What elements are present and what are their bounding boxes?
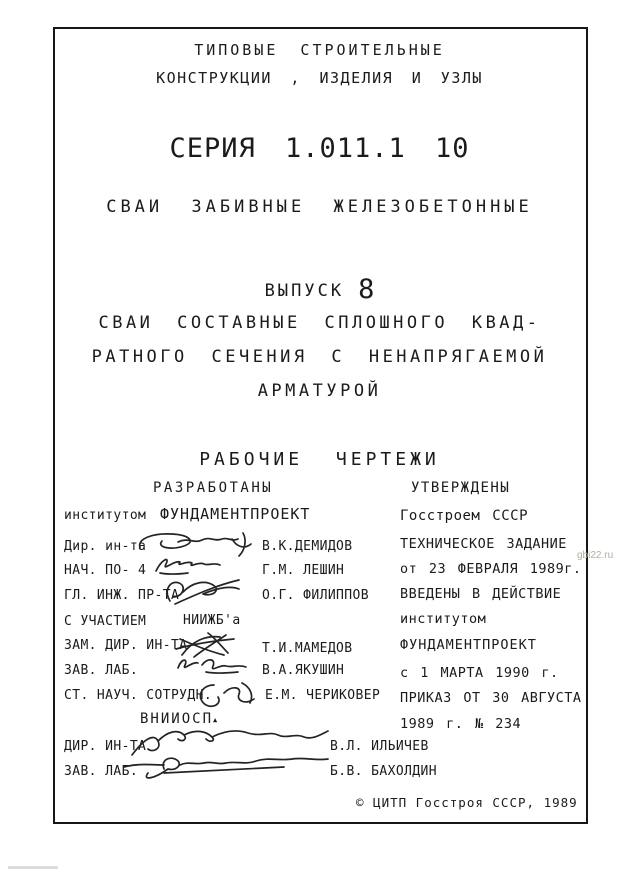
developed-org-label: институтом [64, 508, 147, 523]
signature-cherikover [192, 677, 260, 711]
role-label: НАЧ. ПО- 4 [64, 563, 147, 578]
subject-title: СВАИ ЗАБИВНЫЕ ЖЕЛЕЗОБЕТОННЫЕ [106, 197, 533, 217]
site-watermark: gbi22.ru [577, 550, 614, 561]
footnote-triangle-marker: ▲ [213, 716, 220, 724]
approved-line: ФУНДАМЕНТПРОЕКТ [400, 637, 537, 653]
developed-heading: РАЗРАБОТАНЫ [153, 480, 274, 496]
approved-line: с 1 МАРТА 1990 г. [400, 665, 559, 681]
signature-bakholdin [120, 751, 335, 789]
developed-org-name: ФУНДАМЕНТПРОЕКТ [160, 505, 311, 523]
issue-label: ВЫПУСК [264, 281, 345, 301]
doc-type-title: РАБОЧИЕ ЧЕРТЕЖИ [199, 449, 440, 470]
faint-corner-watermark [8, 866, 58, 869]
role-label: ДИР. ИН-ТА [64, 739, 147, 754]
signature-filippov [155, 576, 245, 608]
role-label: Дир. ин-та [64, 539, 147, 554]
approved-line: ВВЕДЕНЫ В ДЕЙСТВИЕ [400, 586, 562, 602]
approved-line: от 23 ФЕВРАЛЯ 1989г. [400, 561, 582, 577]
header-line-1: ТИПОВЫЕ СТРОИТЕЛЬНЫЕ [194, 41, 445, 59]
role-label: СТ. НАУЧ. СОТРУДН. [64, 688, 213, 703]
person-name: В.Л. ИЛЬИЧЕВ [330, 739, 429, 754]
signature-leshin [148, 551, 233, 578]
approved-line: ПРИКАЗ ОТ 30 АВГУСТА [400, 690, 582, 706]
person-name: Б.В. БАХОЛДИН [330, 764, 437, 779]
person-name: О.Г. ФИЛИППОВ [262, 588, 369, 603]
issue-subtitle-line-3: АРМАТУРОЙ [257, 381, 382, 401]
role-label: ЗАВ. ЛАБ. [64, 663, 139, 678]
role-label: ГЛ. ИНЖ. ПР-ТА [64, 588, 180, 603]
approved-line: 1989 г. № 234 [400, 716, 522, 732]
approved-line: Госстроем СССР [400, 508, 529, 524]
header-line-2: КОНСТРУКЦИИ , ИЗДЕЛИЯ И УЗЛЫ [156, 69, 483, 87]
person-name: Т.И.МАМЕДОВ [262, 641, 353, 656]
issue-line [53, 274, 586, 305]
issue-subtitle-line-1: СВАИ СОСТАВНЫЕ СПЛОШНОГО КВАД- [98, 313, 541, 333]
issue-subtitle-line-2: РАТНОГО СЕЧЕНИЯ С НЕНАПРЯГАЕМОЙ [91, 347, 548, 367]
participation-org: НИИЖБ'а [183, 613, 241, 628]
signature-yakushin [170, 651, 255, 678]
person-name: Г.М. ЛЕШИН [262, 563, 345, 578]
approved-heading: УТВЕРЖДЕНЫ [411, 480, 511, 496]
role-label: ЗАМ. ДИР. ИН-ТА [64, 638, 188, 653]
series-title: СЕРИЯ 1.011.1 10 [169, 133, 470, 164]
person-name: В.А.ЯКУШИН [262, 663, 345, 678]
vniiosp-org-name: ВНИИОСП [140, 711, 214, 727]
person-name: Е.М. ЧЕРИКОВЕР [265, 688, 381, 703]
participation-label: С УЧАСТИЕМ [64, 614, 147, 629]
approved-line: ТЕХНИЧЕСКОЕ ЗАДАНИЕ [400, 536, 567, 552]
copyright-notice: © ЦИТП Госстроя СССР, 1989 [356, 795, 578, 810]
person-name: В.К.ДЕМИДОВ [262, 539, 353, 554]
role-label: ЗАВ. ЛАБ. [64, 764, 139, 779]
approved-line: институтом [400, 611, 487, 627]
issue-number: 8 [358, 274, 375, 305]
